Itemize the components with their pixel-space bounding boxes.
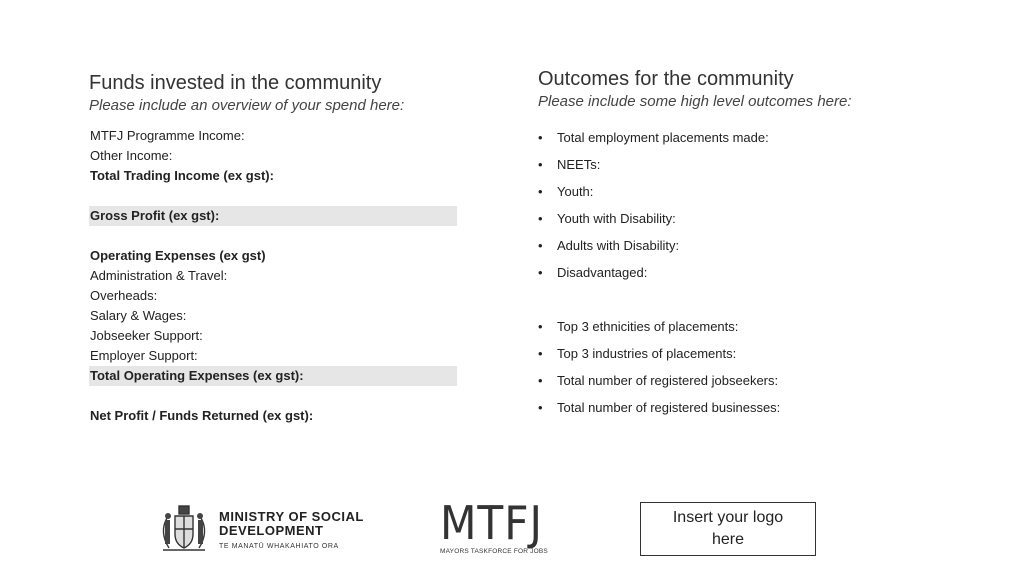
list-item: Salary & Wages: [90, 308, 187, 323]
list-item: Jobseeker Support: [90, 328, 203, 343]
msd-line1: MINISTRY OF SOCIAL [219, 509, 364, 524]
funds-title: Funds invested in the community [89, 72, 382, 94]
list-item: • Disadvantaged: [538, 259, 958, 286]
outcomes-subtitle: Please include some high level outcomes here: [538, 93, 852, 110]
list-item: MTFJ Programme Income: [90, 128, 245, 143]
list-item: • NEETs: [538, 151, 958, 178]
logo-placeholder: Insert your logo here [640, 502, 816, 556]
spacer [89, 386, 457, 406]
spacer [89, 186, 457, 206]
list-item: Employer Support: [90, 348, 198, 363]
msd-subline: TE MANATŪ WHAKAHIATO ORA [219, 543, 339, 550]
list-item: Administration & Travel: [90, 268, 228, 283]
list-item: • Total number of registered jobseekers: [538, 367, 958, 394]
funds-subtitle: Please include an overview of your spend here: [89, 97, 405, 114]
coat-of-arms-icon [155, 502, 213, 554]
outcomes-title: Outcomes for the community [538, 68, 794, 90]
list-item: • Top 3 industries of placements: [538, 340, 958, 367]
mtfj-subline: MAYORS TASKFORCE FOR JOBS [440, 548, 548, 555]
funds-list [89, 126, 457, 426]
list-item: • Total number of registered businesses: [538, 394, 958, 421]
list-item: Overheads: [90, 288, 158, 303]
msd-line2: DEVELOPMENT [219, 523, 324, 538]
msd-wordmark [219, 510, 364, 550]
list-item: Net Profit / Funds Returned (ex gst): [90, 408, 314, 423]
list-item: • Youth with Disability: [538, 205, 958, 232]
list-item: • Total employment placements made: [538, 124, 958, 151]
list-item: Total Trading Income (ex gst): [90, 168, 274, 183]
list-item: Other Income: [90, 148, 173, 163]
spacer [538, 286, 958, 313]
list-item: Gross Profit (ex gst): [89, 206, 457, 226]
outcomes-section [538, 66, 958, 437]
outcomes-list [538, 124, 958, 421]
funds-section [89, 70, 457, 426]
spacer [89, 226, 457, 246]
list-item: Operating Expenses (ex gst) [90, 248, 266, 263]
list-item: • Top 3 ethnicities of placements: [538, 313, 958, 340]
mtfj-wordmark: MTFJ [440, 496, 543, 550]
list-item: • Adults with Disability: [538, 232, 958, 259]
list-item: Total Operating Expenses (ex gst): [89, 366, 457, 386]
list-item: • Youth: [538, 178, 958, 205]
msd-logo [155, 502, 380, 554]
mtfj-logo [440, 496, 565, 560]
